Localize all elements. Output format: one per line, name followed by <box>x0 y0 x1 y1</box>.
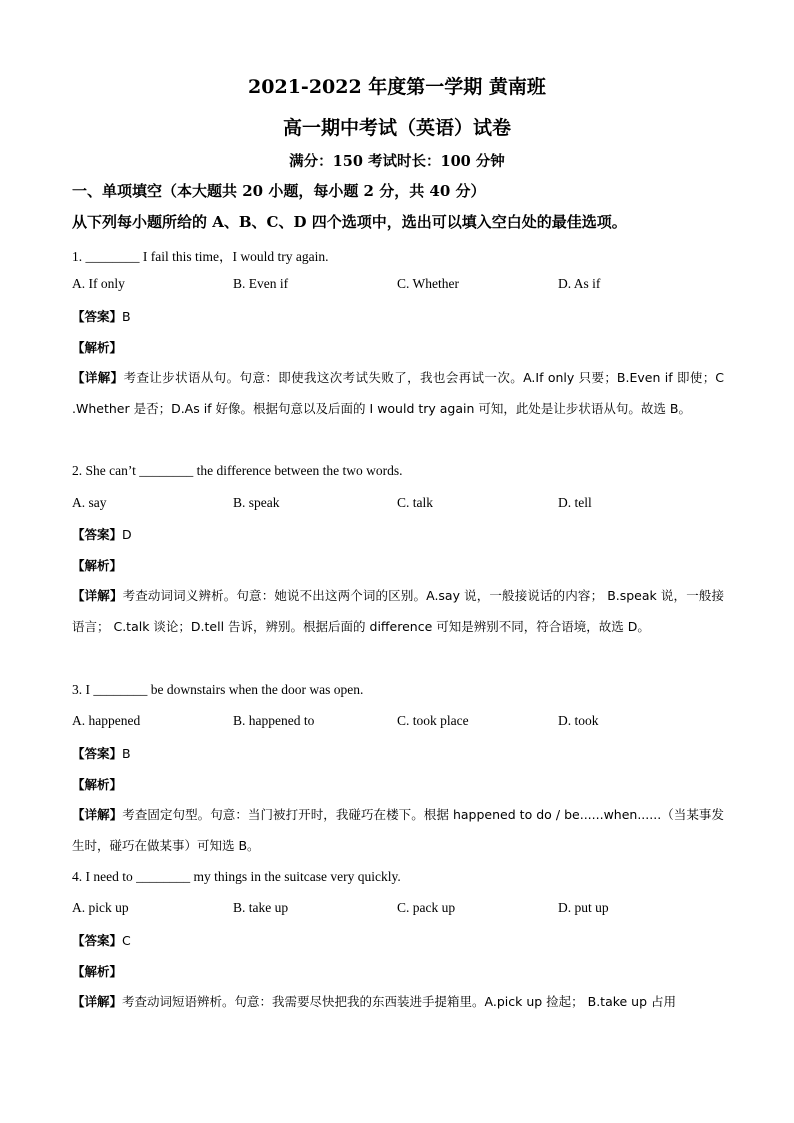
option-d: D. tell <box>558 495 592 510</box>
answer-tag: 【答案】 <box>72 309 123 324</box>
option-a: A. If only <box>72 276 125 291</box>
detail-text: 考查动词词义辨析。句意：她说不出这两个词的区别。A.say 说，一般接说话的内容； B.speak 说，一般接语言； C.talk 谈论；D.tell 告诉，辨别。根据后面的 difference 可知是辨别不同，符合语境，故选 D。 <box>72 588 724 634</box>
detail-text: 考查让步状语从句。句意：即使我这次考试失败了，我也会再试一次。A.If only 只要；B.Even if 即使；C .Whether 是否；D.As if 好像。根据句意以及后面的 I would try again 可知，此处是让步状语从句。故选 B。 <box>72 370 724 416</box>
question-stem: 3. I ________ be downstairs when the door was open. <box>72 682 364 697</box>
exam-meta: 满分：150 考试时长：100 分钟 <box>289 153 505 170</box>
answer-value: B <box>122 309 131 324</box>
question-stem: 4. I need to ________ my things in the suitcase very quickly. <box>72 869 401 884</box>
option-b: B. take up <box>233 900 289 915</box>
analysis-tag: 【解析】 <box>72 558 123 573</box>
analysis-line <box>72 775 122 793</box>
detail-paragraph <box>72 362 724 424</box>
exam-title: 2021-2022 年度第一学期 黄南班 <box>248 76 546 98</box>
option-c: C. talk <box>397 495 433 510</box>
detail-tag: 【详解】 <box>72 370 124 385</box>
answer-line <box>72 525 132 543</box>
detail-text: 考查动词短语辨析。句意：我需要尽快把我的东西装进手提箱里。A.pick up 捡起； B.take up 占用 <box>122 994 677 1009</box>
option-b: B. Even if <box>233 276 289 291</box>
option-a: A. say <box>72 495 107 510</box>
answer-tag: 【答案】 <box>72 746 123 761</box>
analysis-line <box>72 962 122 980</box>
answer-line <box>72 931 131 949</box>
option-a: A. happened <box>72 713 141 728</box>
option-c: C. took place <box>397 713 469 728</box>
detail-tag: 【详解】 <box>72 994 123 1009</box>
option-d: D. took <box>558 713 599 728</box>
answer-tag: 【答案】 <box>72 527 123 542</box>
question-stem: 1. ________ I fail this time，I would try again. <box>72 249 329 264</box>
exam-subtitle: 高一期中考试（英语）试卷 <box>282 117 511 139</box>
answer-line <box>72 307 131 325</box>
answer-line <box>72 744 131 762</box>
section-heading: 一、单项填空（本大题共 20 小题，每小题 2 分，共 40 分） <box>72 182 486 200</box>
detail-paragraph <box>72 799 724 861</box>
option-a: A. pick up <box>72 900 129 915</box>
analysis-tag: 【解析】 <box>72 964 123 979</box>
detail-paragraph <box>72 580 724 642</box>
detail-paragraph <box>72 986 724 1017</box>
option-b: B. speak <box>233 495 280 510</box>
option-c: C. Whether <box>397 276 459 291</box>
answer-value: C <box>122 933 131 948</box>
section-instruction: 从下列每小题所给的 A、B、C、D 四个选项中，选出可以填入空白处的最佳选项。 <box>72 213 627 231</box>
detail-tag: 【详解】 <box>72 807 123 822</box>
detail-text: 考查固定句型。句意：当门被打开时，我碰巧在楼下。根据 happened to do / be......when......（当某事发生时，碰巧在做某事）可知选 B。 <box>72 807 724 853</box>
option-d: D. As if <box>558 276 601 291</box>
analysis-tag: 【解析】 <box>72 777 123 792</box>
answer-value: B <box>122 746 131 761</box>
option-b: B. happened to <box>233 713 315 728</box>
analysis-line <box>72 556 122 574</box>
answer-value: D <box>122 527 132 542</box>
answer-tag: 【答案】 <box>72 933 123 948</box>
detail-tag: 【详解】 <box>72 588 123 603</box>
option-d: D. put up <box>558 900 609 915</box>
question-stem: 2. She can’t ________ the difference between the two words. <box>72 463 403 478</box>
analysis-line <box>72 338 122 356</box>
option-c: C. pack up <box>397 900 456 915</box>
analysis-tag: 【解析】 <box>72 340 123 355</box>
